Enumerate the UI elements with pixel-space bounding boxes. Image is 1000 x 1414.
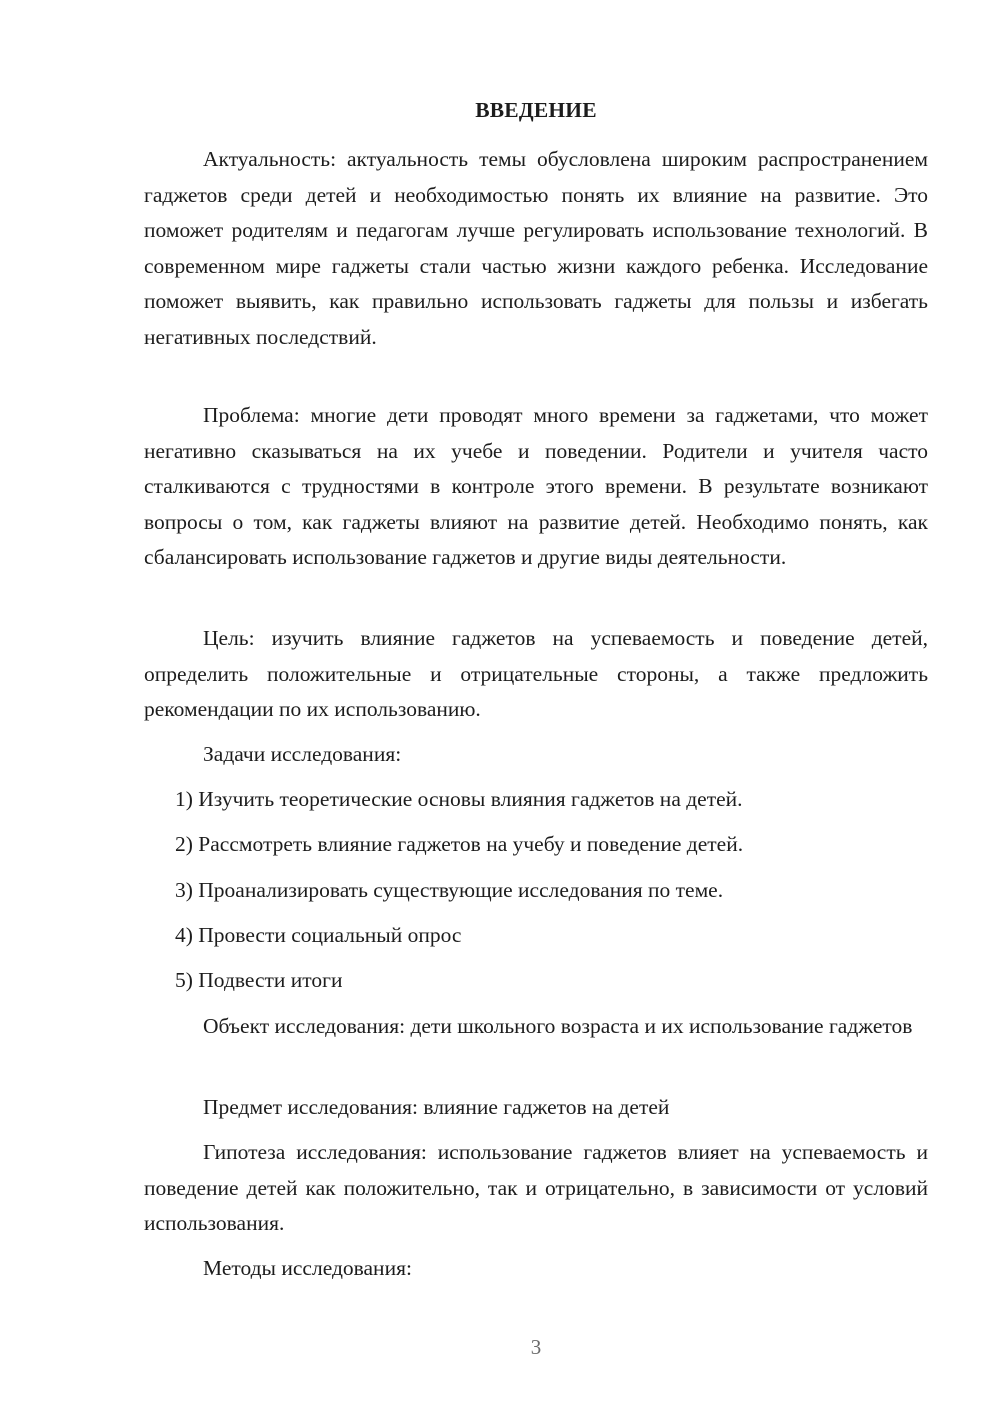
task-item-1: 1) Изучить теоретические основы влияния гаджетов на детей. bbox=[175, 787, 743, 811]
document-page bbox=[144, 0, 928, 1414]
task-item-2: 2) Рассмотреть влияние гаджетов на учебу и поведение детей. bbox=[175, 832, 744, 856]
page-title: ВВЕДЕНИЕ bbox=[475, 98, 597, 122]
methods-heading: Методы исследования: bbox=[203, 1256, 412, 1280]
goal-paragraph: Цель: изучить влияние гаджетов на успеваемость и поведение детей, определить положительные и отрицательные стороны, а также предложить рекомендации по их использованию. bbox=[144, 626, 928, 721]
hypothesis-paragraph: Гипотеза исследования: использование гаджетов влияет на успеваемость и поведение детей как положительно, так и отрицательно, в зависимости от условий использования. bbox=[144, 1140, 928, 1235]
relevance-paragraph: Актуальность: актуальность темы обусловлена широким распространением гаджетов среди детей и необходимостью понять их влияние на развитие. Это поможет родителям и педагогам лучше регулировать использование технологий. В современном мире гаджеты стали частью жизни каждого ребенка. Исследование поможет выявить, как правильно использовать гаджеты для пользы и избегать негативных последствий. bbox=[144, 147, 928, 349]
problem-paragraph: Проблема: многие дети проводят много времени за гаджетами, что может негативно сказываться на их учебе и поведении. Родители и учителя часто сталкиваются с трудностями в контроле этого времени. В результате возникают вопросы о том, как гаджеты влияют на развитие детей. Необходимо понять, как сбалансировать использование гаджетов и другие виды деятельности. bbox=[144, 403, 928, 569]
task-item-3: 3) Проанализировать существующие исследования по теме. bbox=[175, 878, 724, 902]
page-number: 3 bbox=[530, 1335, 542, 1359]
task-item-4: 4) Провести социальный опрос bbox=[175, 923, 462, 947]
object-paragraph: Объект исследования: дети школьного возраста и их использование гаджетов bbox=[203, 1014, 913, 1038]
task-item-5: 5) Подвести итоги bbox=[175, 968, 343, 992]
tasks-heading: Задачи исследования: bbox=[203, 742, 402, 766]
subject-paragraph: Предмет исследования: влияние гаджетов на детей bbox=[203, 1095, 670, 1119]
